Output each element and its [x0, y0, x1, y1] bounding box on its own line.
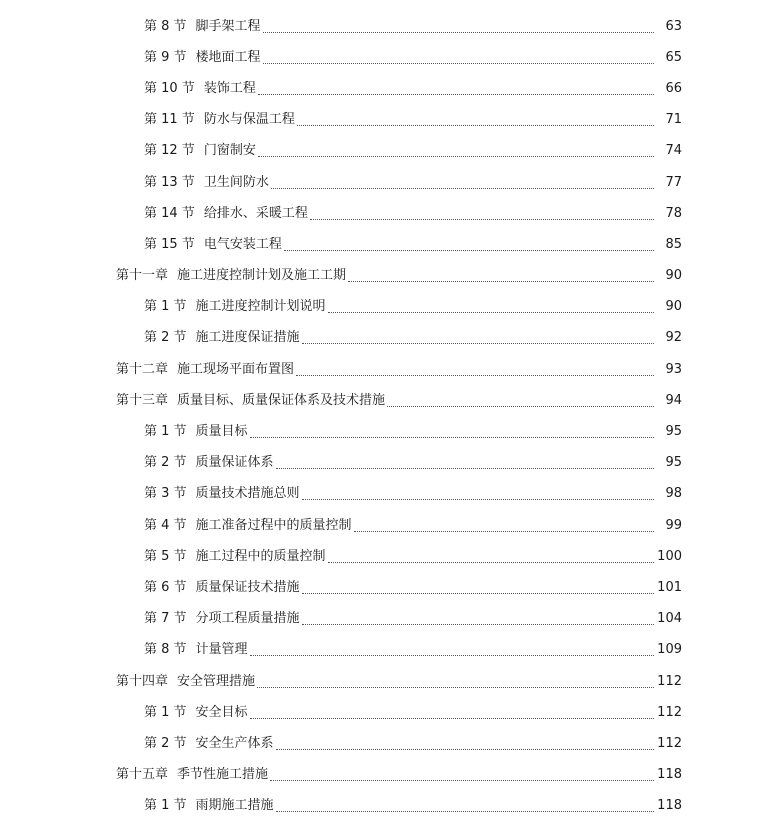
- toc-entry-page: 100: [657, 548, 682, 564]
- toc-entry[interactable]: [0, 198, 780, 229]
- toc-entry-number: 第 1 节: [144, 424, 187, 440]
- toc-chapter-entry[interactable]: [0, 385, 780, 416]
- toc-entry[interactable]: [0, 105, 780, 136]
- toc-entry[interactable]: [0, 510, 780, 541]
- toc-entry[interactable]: [0, 323, 780, 354]
- toc-entry-label: [116, 674, 255, 690]
- toc-entry-number: 第 15 节: [144, 236, 195, 252]
- dot-leader: [263, 62, 654, 64]
- table-of-contents: [0, 11, 780, 822]
- toc-entry-title: 季节性施工措施: [177, 767, 269, 783]
- dot-leader: [348, 280, 654, 282]
- toc-entry-number: 第 14 节: [144, 205, 195, 221]
- toc-entry-title: 安全管理措施: [177, 673, 256, 689]
- toc-entry-title: 脚手架工程: [195, 18, 261, 34]
- dot-leader: [328, 561, 654, 563]
- toc-chapter-entry[interactable]: [0, 760, 780, 791]
- toc-entry-number: 第 5 节: [144, 548, 187, 564]
- toc-entry-number: 第 2 节: [144, 330, 187, 346]
- toc-entry-page: 118: [657, 798, 682, 814]
- toc-entry-page: 71: [665, 112, 682, 128]
- dot-leader: [302, 342, 654, 344]
- dot-leader: [302, 592, 654, 594]
- toc-entry-page: 95: [665, 424, 682, 440]
- toc-entry-number: 第 2 节: [144, 735, 187, 751]
- toc-entry-page: 118: [657, 767, 682, 783]
- toc-entry-label: [116, 268, 346, 284]
- toc-entry-title: 质量目标: [195, 424, 248, 440]
- toc-entry-page: 90: [665, 268, 682, 284]
- toc-entry-label: [144, 455, 274, 471]
- toc-entry-title: 电气安装工程: [203, 236, 282, 252]
- toc-entry-title: 质量保证技术措施: [195, 579, 300, 595]
- toc-entry-label: [144, 798, 274, 814]
- dot-leader: [250, 654, 654, 656]
- toc-entry-number: 第 12 节: [144, 143, 195, 159]
- toc-entry-number: 第 7 节: [144, 611, 187, 627]
- dot-leader: [276, 810, 654, 812]
- dot-leader: [250, 717, 654, 719]
- toc-entry-label: [144, 237, 282, 253]
- toc-entry[interactable]: [0, 604, 780, 635]
- toc-entry-page: 78: [665, 205, 682, 221]
- toc-entry[interactable]: [0, 728, 780, 759]
- toc-entry-page: 92: [665, 330, 682, 346]
- toc-entry-title: 楼地面工程: [195, 49, 261, 65]
- toc-entry-label: [144, 611, 300, 627]
- dot-leader: [270, 779, 654, 781]
- dot-leader: [284, 249, 654, 251]
- toc-entry[interactable]: [0, 292, 780, 323]
- toc-entry-number: 第 4 节: [144, 517, 187, 533]
- toc-entry-label: [116, 767, 268, 783]
- toc-entry[interactable]: [0, 229, 780, 260]
- toc-entry-label: [144, 549, 326, 565]
- toc-entry-number: 第 1 节: [144, 299, 187, 315]
- toc-entry-number: 第 1 节: [144, 798, 187, 814]
- toc-entry[interactable]: [0, 479, 780, 510]
- toc-entry-title: 给排水、采暖工程: [203, 205, 308, 221]
- toc-entry-label: [144, 580, 300, 596]
- toc-entry-number: 第十四章: [116, 673, 169, 689]
- toc-entry-title: 施工进度保证措施: [195, 330, 300, 346]
- toc-entry-number: 第十三章: [116, 392, 169, 408]
- dot-leader: [276, 748, 654, 750]
- toc-entry-label: [144, 50, 261, 66]
- toc-entry[interactable]: [0, 167, 780, 198]
- toc-entry-label: [144, 299, 326, 315]
- toc-entry-page: 74: [665, 143, 682, 159]
- toc-entry-page: 99: [665, 517, 682, 533]
- toc-entry-title: 质量目标、质量保证体系及技术措施: [177, 392, 386, 408]
- toc-entry-number: 第 1 节: [144, 704, 187, 720]
- toc-entry-page: 112: [657, 673, 682, 689]
- toc-entry-title: 雨期施工措施: [195, 798, 274, 814]
- toc-entry-page: 104: [657, 611, 682, 627]
- toc-entry-title: 施工准备过程中的质量控制: [195, 517, 352, 533]
- toc-entry[interactable]: [0, 73, 780, 104]
- toc-entry-title: 安全生产体系: [195, 735, 274, 751]
- toc-entry-number: 第 6 节: [144, 579, 187, 595]
- toc-entry-label: [144, 424, 248, 440]
- toc-entry-title: 分项工程质量措施: [195, 611, 300, 627]
- dot-leader: [250, 436, 654, 438]
- toc-entry-label: [144, 81, 256, 97]
- toc-entry-page: 109: [657, 642, 682, 658]
- toc-entry-page: 98: [665, 486, 682, 502]
- dot-leader: [258, 93, 654, 95]
- toc-entry-title: 门窗制安: [203, 143, 256, 159]
- toc-entry-page: 85: [665, 236, 682, 252]
- toc-entry-label: [144, 518, 352, 534]
- toc-entry-label: [144, 705, 248, 721]
- toc-entry-title: 装饰工程: [203, 80, 256, 96]
- dot-leader: [297, 124, 654, 126]
- dot-leader: [296, 374, 654, 376]
- toc-entry-page: 93: [665, 361, 682, 377]
- dot-leader: [263, 31, 654, 33]
- toc-entry[interactable]: [0, 697, 780, 728]
- dot-leader: [310, 218, 654, 220]
- toc-entry-number: 第十一章: [116, 268, 169, 284]
- toc-entry-number: 第 2 节: [144, 455, 187, 471]
- toc-entry-number: 第 11 节: [144, 112, 195, 128]
- toc-entry-page: 94: [665, 392, 682, 408]
- toc-entry-title: 施工进度控制计划说明: [195, 299, 326, 315]
- dot-leader: [354, 530, 654, 532]
- toc-entry-label: [144, 112, 295, 128]
- toc-entry-label: [116, 362, 294, 378]
- toc-entry-title: 施工现场平面布置图: [177, 361, 295, 377]
- dot-leader: [302, 498, 654, 500]
- toc-entry-title: 质量保证体系: [195, 455, 274, 471]
- toc-entry-page: 95: [665, 455, 682, 471]
- toc-entry-label: [144, 486, 300, 502]
- dot-leader: [328, 311, 654, 313]
- toc-entry-page: 65: [665, 49, 682, 65]
- toc-entry-page: 112: [657, 735, 682, 751]
- toc-entry-page: 90: [665, 299, 682, 315]
- toc-entry-title: 质量技术措施总则: [195, 486, 300, 502]
- dot-leader: [258, 155, 654, 157]
- toc-entry-number: 第 3 节: [144, 486, 187, 502]
- dot-leader: [257, 686, 654, 688]
- toc-entry-label: [144, 642, 248, 658]
- toc-entry-label: [144, 330, 300, 346]
- toc-entry-page: 66: [665, 80, 682, 96]
- toc-entry-number: 第 13 节: [144, 174, 195, 190]
- toc-entry[interactable]: [0, 42, 780, 73]
- toc-entry-number: 第 9 节: [144, 49, 187, 65]
- toc-entry-number: 第 8 节: [144, 642, 187, 658]
- toc-entry[interactable]: [0, 572, 780, 603]
- toc-entry[interactable]: [0, 416, 780, 447]
- dot-leader: [387, 405, 654, 407]
- toc-entry-label: [116, 393, 385, 409]
- dot-leader: [276, 467, 654, 469]
- toc-entry[interactable]: [0, 541, 780, 572]
- toc-chapter-entry[interactable]: [0, 261, 780, 292]
- toc-entry-page: 112: [657, 704, 682, 720]
- toc-entry-page: 101: [657, 579, 682, 595]
- toc-entry[interactable]: [0, 11, 780, 42]
- toc-entry-number: 第 8 节: [144, 18, 187, 34]
- toc-entry-title: 卫生间防水: [203, 174, 269, 190]
- toc-entry-title: 防水与保温工程: [203, 112, 295, 128]
- toc-entry[interactable]: [0, 791, 780, 822]
- toc-entry-title: 安全目标: [195, 704, 248, 720]
- toc-entry-title: 施工进度控制计划及施工工期: [177, 268, 347, 284]
- toc-entry-page: 77: [665, 174, 682, 190]
- dot-leader: [302, 623, 654, 625]
- toc-entry-number: 第 10 节: [144, 80, 195, 96]
- toc-entry-label: [144, 736, 274, 752]
- toc-entry[interactable]: [0, 448, 780, 479]
- toc-entry[interactable]: [0, 136, 780, 167]
- toc-entry-title: 施工过程中的质量控制: [195, 548, 326, 564]
- dot-leader: [271, 187, 654, 189]
- toc-entry[interactable]: [0, 635, 780, 666]
- toc-chapter-entry[interactable]: [0, 354, 780, 385]
- toc-entry-title: 计量管理: [195, 642, 248, 658]
- toc-entry-page: 63: [665, 18, 682, 34]
- toc-chapter-entry[interactable]: [0, 666, 780, 697]
- toc-entry-number: 第十五章: [116, 767, 169, 783]
- toc-entry-label: [144, 206, 308, 222]
- toc-entry-label: [144, 175, 269, 191]
- toc-entry-number: 第十二章: [116, 361, 169, 377]
- toc-entry-label: [144, 19, 261, 35]
- toc-entry-label: [144, 143, 256, 159]
